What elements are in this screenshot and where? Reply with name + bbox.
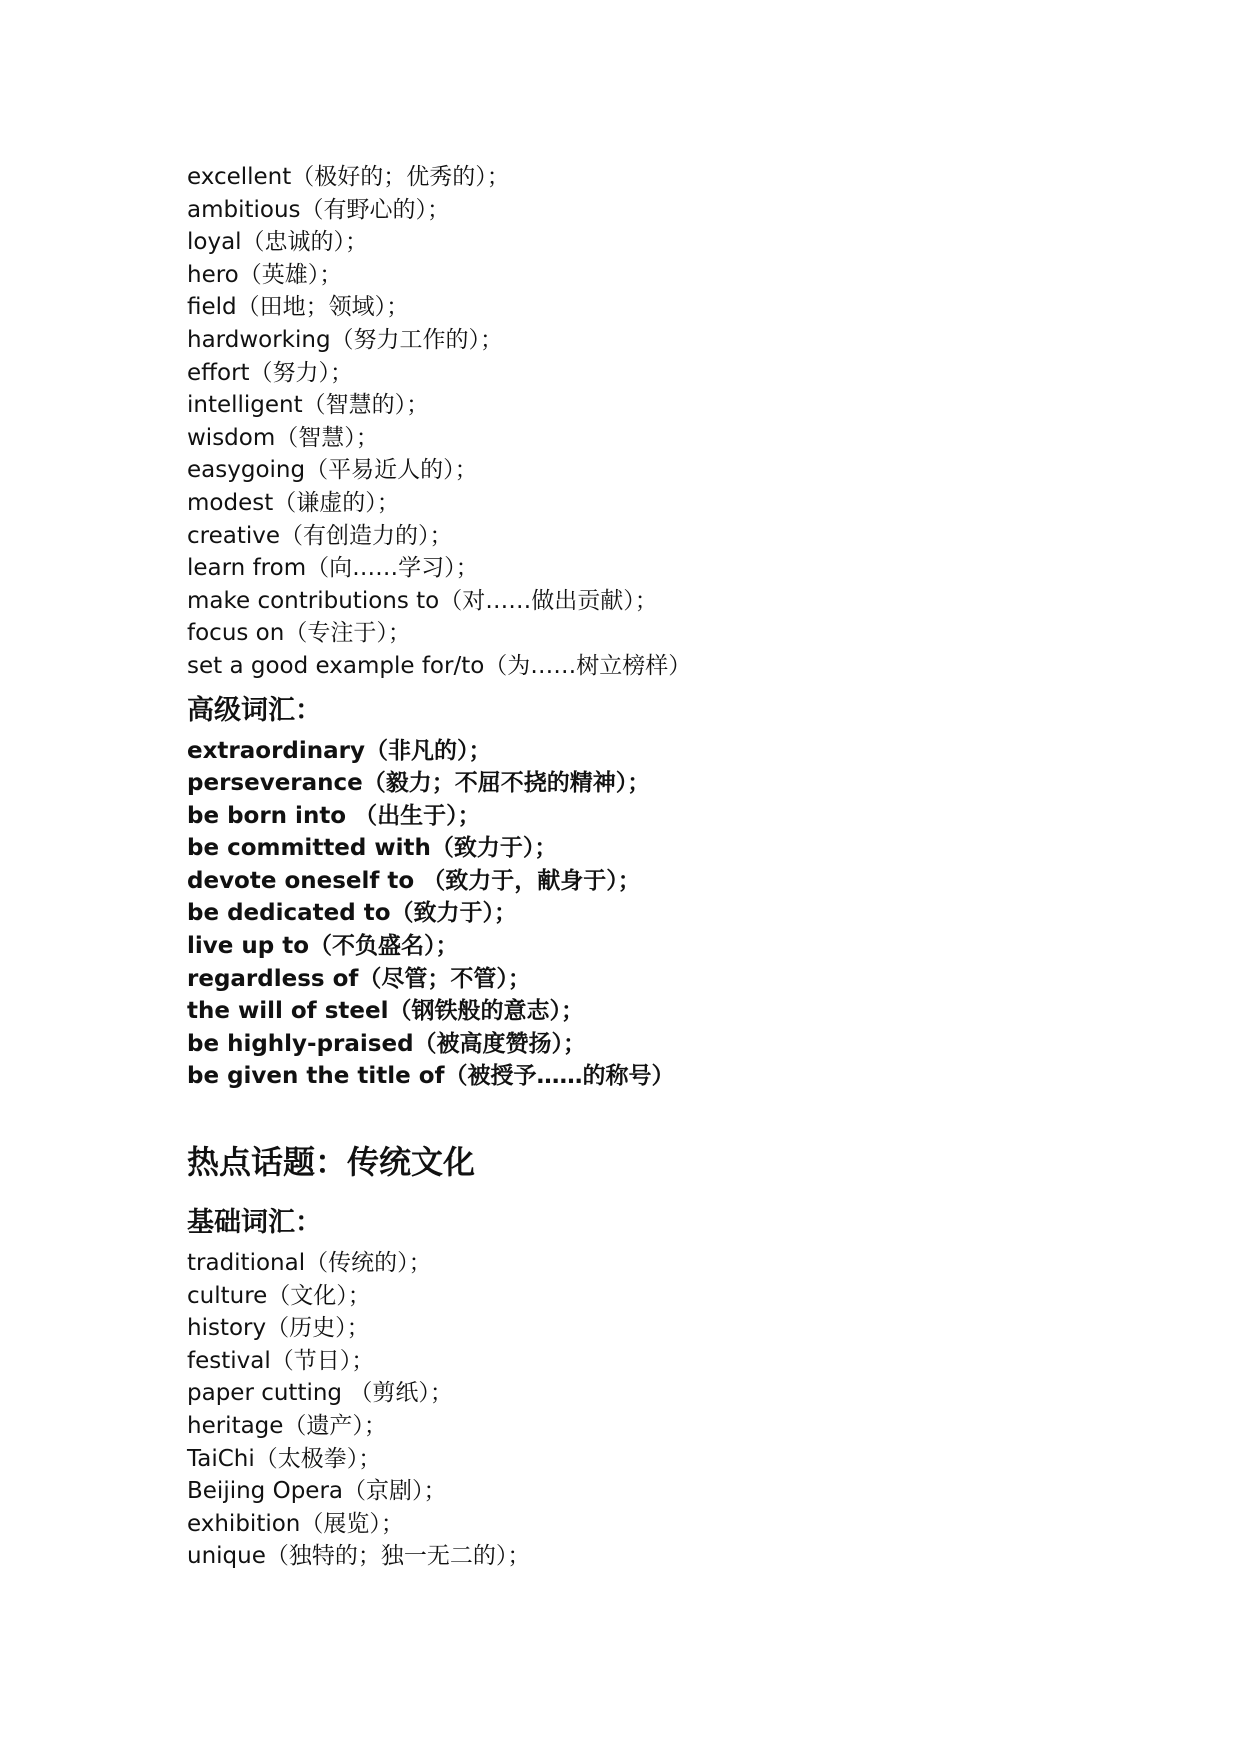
basic-vocab-list-1	[187, 161, 1167, 683]
vocab-item: modest（谦虚的）；	[187, 489, 400, 516]
advanced-vocab-list	[187, 735, 1167, 1094]
vocab-item: wisdom（智慧）；	[187, 424, 379, 451]
vocab-item: festival（节日）；	[187, 1347, 375, 1374]
vocab-item: hardworking（努力工作的）；	[187, 326, 504, 353]
basic-vocab-heading: 基础词汇：	[187, 1207, 322, 1239]
vocab-item: set a good example for/to（为……树立榜样）	[187, 652, 692, 679]
vocab-item: field（田地；领域）；	[187, 294, 410, 321]
vocab-item: the will of steel（钢铁般的意志）；	[187, 998, 584, 1025]
vocab-item: devote oneself to （致力于，献身于）；	[187, 867, 641, 894]
vocab-item: loyal（忠诚的）；	[187, 229, 369, 256]
vocab-item: exhibition（展览）；	[187, 1510, 404, 1537]
vocab-item: excellent（极好的；优秀的）；	[187, 164, 510, 190]
topic-heading: 热点话题：传统文化	[187, 1143, 476, 1182]
vocab-item: traditional（传统的）；	[187, 1250, 432, 1277]
vocab-item: be given the title of（被授予……的称号）	[187, 1063, 675, 1090]
vocab-item: heritage（遗产）；	[187, 1413, 387, 1439]
vocab-item: paper cutting （剪纸）；	[187, 1380, 453, 1407]
vocab-item: perseverance（毅力；不屈不挠的精神）；	[187, 770, 651, 797]
vocab-item: effort（努力）；	[187, 359, 354, 386]
vocab-item: creative（有创造力的）；	[187, 522, 453, 549]
vocab-item: Beijing Opera（京剧）；	[187, 1478, 447, 1505]
vocab-item: hero（英雄）；	[187, 261, 343, 288]
vocab-item: unique（独特的；独一无二的）；	[187, 1543, 531, 1570]
vocab-item: make contributions to（对……做出贡献）；	[187, 587, 658, 614]
vocab-item: intelligent（智慧的）；	[187, 392, 430, 419]
basic-vocab-list-2	[187, 1247, 1167, 1573]
vocab-item: be born into （出生于）；	[187, 802, 481, 829]
vocab-item: easygoing（平易近人的）；	[187, 457, 478, 484]
advanced-vocab-heading: 高级词汇：	[187, 694, 322, 726]
vocab-item: TaiChi（太极拳）；	[187, 1445, 382, 1472]
vocab-item: regardless of（尽管；不管）；	[187, 965, 531, 992]
vocab-item: ambitious（有野心的）；	[187, 196, 451, 223]
vocab-item: learn from（向……学习）；	[187, 555, 479, 582]
vocab-item: be highly-praised（被高度赞扬）；	[187, 1030, 587, 1057]
document-page	[187, 161, 1167, 1573]
vocab-item: live up to（不负盛名）；	[187, 933, 459, 960]
vocab-item: history（历史）；	[187, 1315, 370, 1342]
vocab-item: culture（文化）；	[187, 1282, 371, 1309]
spacer	[187, 1093, 1167, 1131]
vocab-item: extraordinary（非凡的）；	[187, 737, 492, 764]
vocab-item: be committed with（致力于）；	[187, 835, 558, 862]
vocab-item: be dedicated to（致力于）；	[187, 900, 517, 927]
vocab-item: focus on（专注于）；	[187, 620, 411, 647]
